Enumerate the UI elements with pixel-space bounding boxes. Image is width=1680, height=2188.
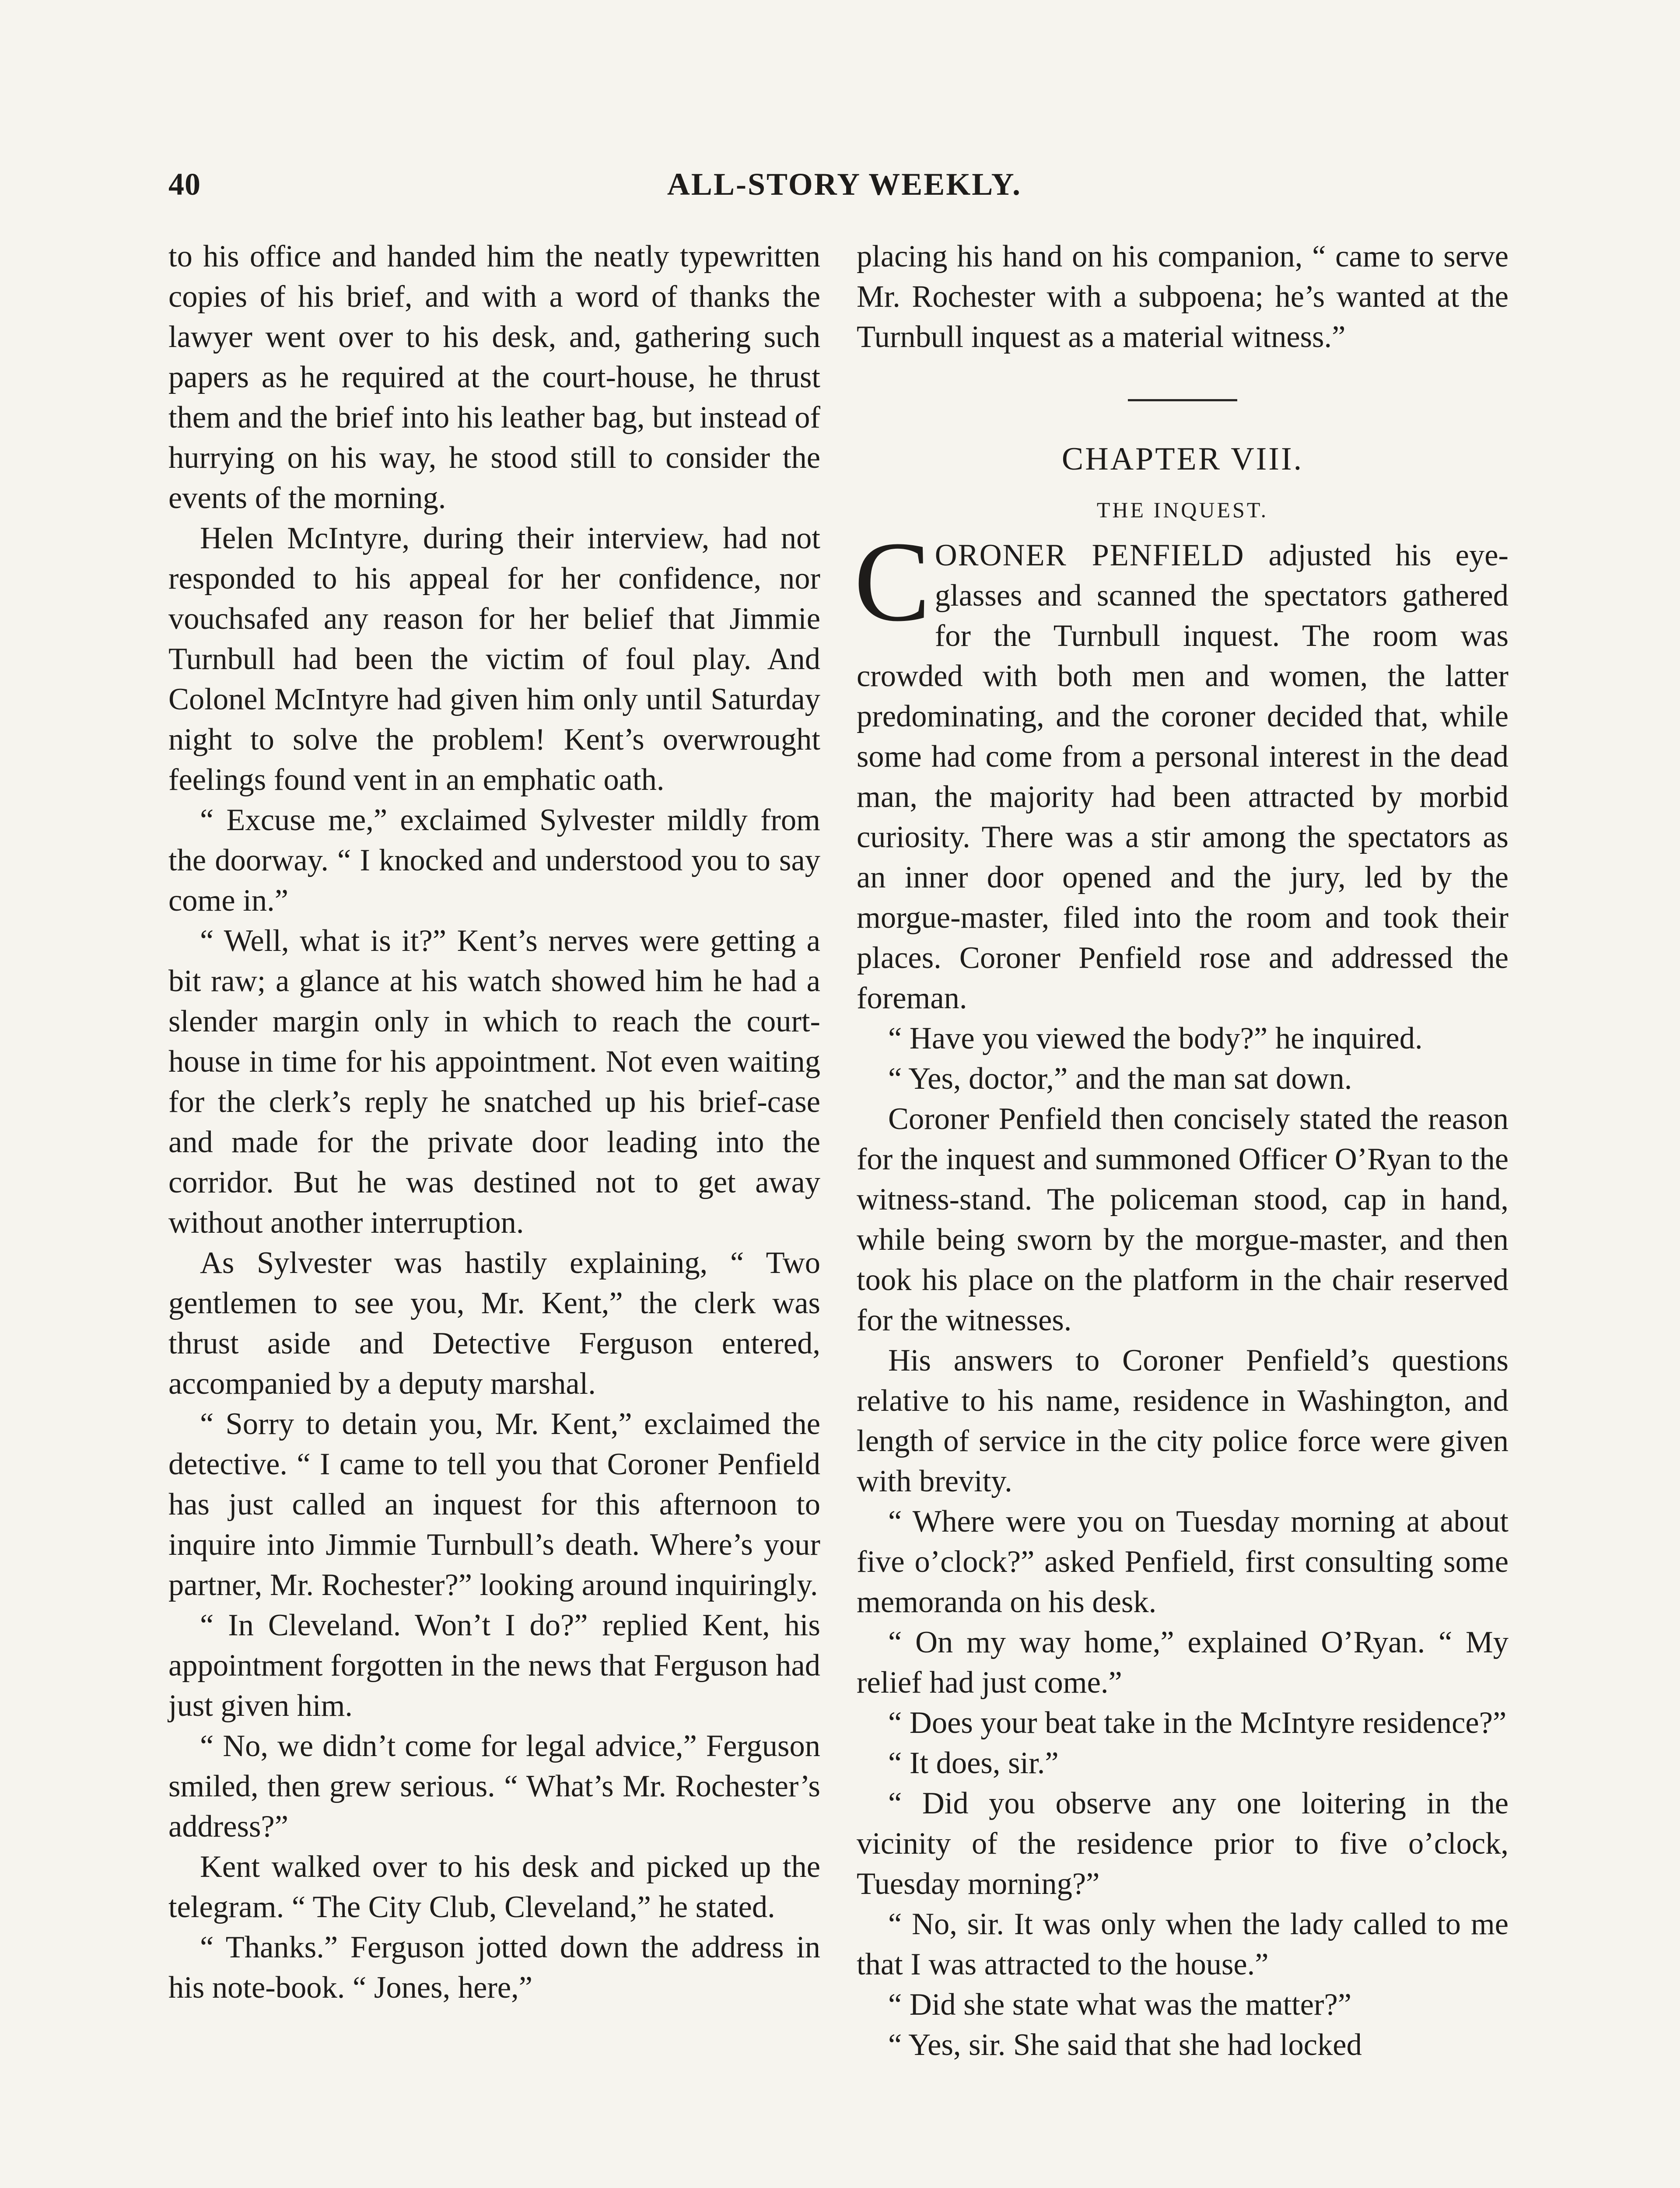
paragraph: “ No, sir. It was only when the lady called to me that I was attracted to the house.” xyxy=(857,1907,1508,1981)
paragraph: “ On my way home,” explained O’Ryan. “ My relief had just come.” xyxy=(857,1625,1508,1700)
first-words: ORONER PENFIELD xyxy=(934,538,1245,572)
paragraph: “ No, we didn’t come for legal advice,” Ferguson smiled, then grew serious. “ What’s Mr. Rochester’s address?” xyxy=(168,1729,820,1844)
paragraph: placing his hand on his companion, “ came to serve Mr. Rochester with a subpoena; he’s wanted at the Turnbull inquest as a material witness.” xyxy=(857,239,1508,354)
paragraph: “ Where were you on Tuesday morning at about five o’clock?” asked Penfield, first consulting some memoranda on his desk. xyxy=(857,1504,1508,1619)
paragraph: “ Well, what is it?” Kent’s nerves were getting a bit raw; a glance at his watch showed him he had a slender margin only in which to reach the court-house in time for his appointment. Not even waiting for the clerk’s reply he snatched up his brief-case and made for the private door leading into the corridor. But he was destined not to get away without another interruption. xyxy=(168,924,820,1240)
paragraph: “ Did you observe any one loitering in the vicinity of the residence prior to five o’clock, Tuesday morning?” xyxy=(857,1786,1508,1901)
right-column xyxy=(854,236,1508,2065)
paragraph: “ In Cleveland. Won’t I do?” replied Kent, his appointment forgotten in the news that Ferguson had just given him. xyxy=(168,1608,820,1723)
paragraph: His answers to Coroner Penfield’s questions relative to his name, residence in Washington, and length of service in the city police force were given with brevity. xyxy=(857,1343,1508,1498)
chapter-heading: CHAPTER VIII. xyxy=(1061,441,1304,477)
drop-cap: C xyxy=(854,518,931,645)
paragraph: “ Did she state what was the matter?” xyxy=(888,1988,1352,2022)
paragraph: “ Excuse me,” exclaimed Sylvester mildly from the doorway. “ I knocked and understood you to say come in.” xyxy=(168,803,820,918)
page-number: 40 xyxy=(168,167,201,202)
paragraph: “ Sorry to detain you, Mr. Kent,” exclaimed the detective. “ I came to tell you that Coroner Penfield has just called an inquest for this afternoon to inquire into Jimmie Turnbull’s death. Where’s your partner, Mr. Rochester?” looking around inquiringly. xyxy=(168,1407,820,1602)
first-paragraph-text: adjusted his eye-glasses and scanned the spectators gathered for the Turnbull inquest. The room was crowded with both men and women, the latter predominating, and the coroner decided that, while some had come from a personal interest in the dead man, the majority had been attracted by morbid curiosity. There was a stir among the spectators as an inner door opened and the jury, led by the morgue-master, filed into the room and took their places. Coroner Penfield rose and addressed the foreman. xyxy=(857,538,1508,1015)
paragraph: As Sylvester was hastily explaining, “ Two gentlemen to see you, Mr. Kent,” the clerk was thrust aside and Detective Ferguson entered, accompanied by a deputy marshal. xyxy=(168,1246,820,1401)
paragraph: “ Does your beat take in the McIntyre residence?” xyxy=(888,1706,1507,1740)
section-divider xyxy=(1128,399,1237,401)
left-column xyxy=(168,236,820,2008)
paragraph: “ Thanks.” Ferguson jotted down the address in his note-book. “ Jones, here,” xyxy=(168,1930,820,2005)
running-title: ALL-STORY WEEKLY. xyxy=(667,167,1022,202)
paragraph: “ It does, sir.” xyxy=(888,1746,1059,1780)
paragraph: Coroner Penfield then concisely stated the reason for the inquest and summoned Officer O’Ryan to the witness-stand. The policeman stood, cap in hand, while being sworn by the morgue-master, and then took his place on the platform in the chair reserved for the witnesses. xyxy=(857,1102,1508,1337)
chapter-subtitle: THE INQUEST. xyxy=(1096,498,1269,522)
paragraph: to his office and handed him the neatly typewritten copies of his brief, and with a word of thanks the lawyer went over to his desk, and, gathering such papers as he required at the court-house, he thrust them and the brief into his leather bag, but instead of hurrying on his way, he stood still to consider the events of the morning. xyxy=(168,239,820,515)
first-paragraph xyxy=(854,518,1508,1018)
paragraph: “ Yes, doctor,” and the man sat down. xyxy=(888,1062,1352,1096)
chapter-opening xyxy=(854,518,1508,1018)
paragraph: Helen McIntyre, during their interview, had not responded to his appeal for her confidence, nor vouchsafed any reason for her belief that Jimmie Turnbull had been the victim of foul play. And Colonel McIntyre had given him only until Saturday night to solve the problem! Kent’s overwrought feelings found vent in an emphatic oath. xyxy=(168,521,820,797)
page-header xyxy=(168,166,1520,214)
paragraph: “ Have you viewed the body?” he inquired. xyxy=(888,1021,1423,1055)
paragraph: Kent walked over to his desk and picked up the telegram. “ The City Club, Cleveland,” he stated. xyxy=(168,1850,820,1924)
paragraph: “ Yes, sir. She said that she had locked xyxy=(888,2028,1362,2062)
